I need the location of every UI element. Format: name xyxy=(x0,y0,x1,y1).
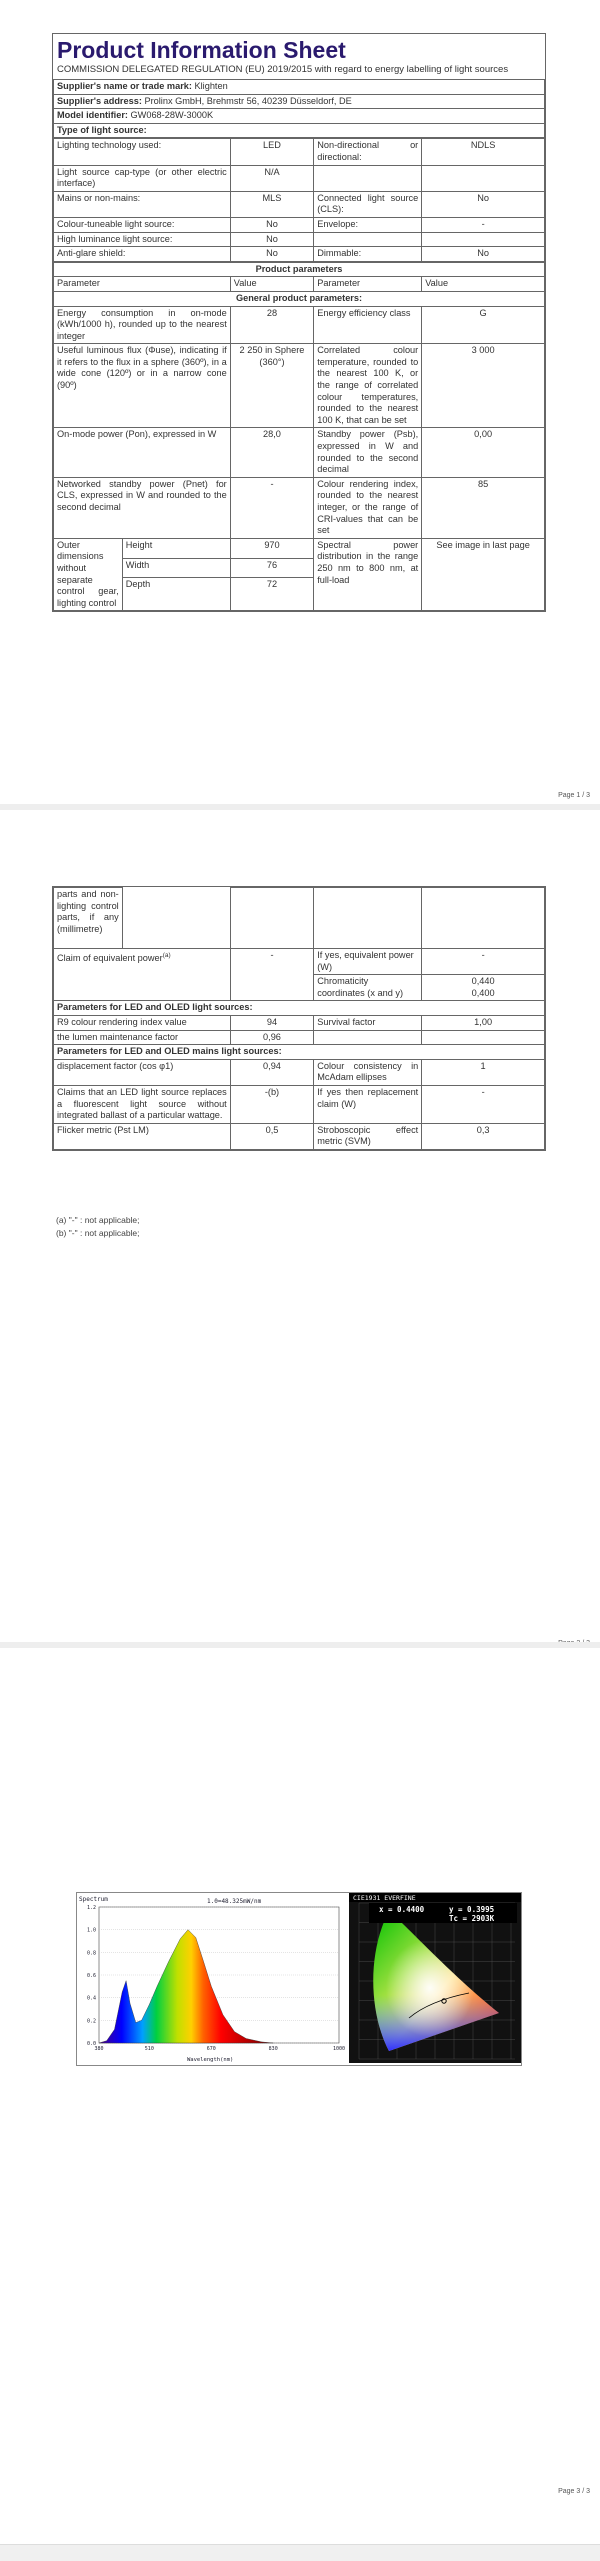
product-params-header: Product parameters xyxy=(54,262,545,277)
footnotes xyxy=(56,1214,140,1240)
param-label: Colour-tuneable light source: xyxy=(54,217,231,232)
page-2 xyxy=(0,808,600,1643)
param-value: 0,94 xyxy=(230,1059,313,1085)
param-label: R9 colour rendering index value xyxy=(54,1015,231,1030)
general_rows-row xyxy=(54,344,545,428)
param-value-2: 1,00 xyxy=(422,1015,545,1030)
spectrum-x-tick: 380 xyxy=(94,2046,104,2052)
param-value-2: No xyxy=(422,247,545,262)
param-value: 28,0 xyxy=(230,428,313,477)
param-value: - xyxy=(230,477,313,538)
param-label-2: Correlated colour temperature, rounded to the nearest 100 K, or the range of correlated colour temperatures, rounded to the nearest 100 K, that can be set xyxy=(314,344,422,428)
param-label-2 xyxy=(314,1030,422,1045)
led_rows-row xyxy=(54,1015,545,1030)
spectrum-y-tick: 0.8 xyxy=(86,1950,96,1957)
param-label-2: Stroboscopic effect metric (SVM) xyxy=(314,1123,422,1149)
param-value: N/A xyxy=(230,165,313,191)
param-value: 28 xyxy=(230,306,313,344)
param-value: 0,96 xyxy=(230,1030,313,1045)
cie-x: x = 0.4400 xyxy=(379,1905,425,1914)
product-params-table xyxy=(53,262,545,539)
param-value: No xyxy=(230,232,313,247)
cie-tc: Tc = 2903K xyxy=(449,1914,495,1923)
param-value-2: No xyxy=(422,191,545,217)
param-label: Energy consumption in on-mode (kWh/1000 h), rounded up to the nearest integer xyxy=(54,306,231,344)
page-3 xyxy=(0,1644,600,2544)
model-identifier-row: Model identifier: GW068-28W-3000K xyxy=(54,109,545,124)
param-value-2: 0,3 xyxy=(422,1123,545,1149)
param-label: Useful luminous flux (Φuse), indicating if it refers to the flux in a sphere (360º), in a wide cone (120º) or in a narrow cone (90º) xyxy=(54,344,231,428)
param-value-2: 85 xyxy=(422,477,545,538)
general_rows-row xyxy=(54,477,545,538)
info-sheet-box-2 xyxy=(52,886,546,1151)
col-parameter: Parameter xyxy=(54,277,231,292)
chromaticity-label: Chromaticity coordinates (x and y) xyxy=(314,975,422,1001)
spectrum-y-tick: 1.0 xyxy=(86,1927,96,1934)
spectrum-y-tick: 0.4 xyxy=(86,1995,96,2002)
spectrum-annotation: 1.0=48.325mW/nm xyxy=(207,1898,262,1905)
regulation-intro: COMMISSION DELEGATED REGULATION (EU) 2019/2015 with regard to energy labelling of light sources xyxy=(57,64,509,75)
type_rows-row xyxy=(54,191,545,217)
param-value-2 xyxy=(422,232,545,247)
param-label-2: Energy efficiency class xyxy=(314,306,422,344)
spectrum-x-tick: 830 xyxy=(268,2046,278,2052)
spectral-label: Spectral power distribution in the range 250 nm to 800 nm, at full-load xyxy=(314,538,422,611)
cie-y: y = 0.3995 xyxy=(449,1905,495,1914)
chromaticity-value: 0,440 0,400 xyxy=(422,975,545,1001)
dimensions-table xyxy=(53,538,545,612)
general-header: General product parameters: xyxy=(54,291,545,306)
param-value: No xyxy=(230,217,313,232)
general_rows-row xyxy=(54,306,545,344)
spectrum-ylabel: Spectrum xyxy=(79,1896,108,1903)
type-table xyxy=(53,138,545,261)
param-label-2: Envelope: xyxy=(314,217,422,232)
type_rows-row xyxy=(54,139,545,165)
spectrum-y-tick: 1.2 xyxy=(86,1905,96,1911)
param-label-2: Standby power (Psb), expressed in W and rounded to the second decimal xyxy=(314,428,422,477)
type-header: Type of light source: xyxy=(54,123,545,138)
param-value: No xyxy=(230,247,313,262)
param-label-2 xyxy=(314,165,422,191)
spectral-value: See image in last page xyxy=(422,538,545,611)
param-value-2: G xyxy=(422,306,545,344)
type_rows-row xyxy=(54,165,545,191)
general_rows-row xyxy=(54,428,545,477)
type_rows-row xyxy=(54,217,545,232)
param-value-2 xyxy=(422,165,545,191)
col-value-2: Value xyxy=(422,277,545,292)
param-value-2 xyxy=(422,1030,545,1045)
param-value-2: - xyxy=(422,1085,545,1123)
param-label: Claims that an LED light source replaces a fluorescent light source without integrated ballast of a particular wattage. xyxy=(54,1085,231,1123)
param-label: Networked standby power (Pnet) for CLS, expressed in W and rounded to the second decimal xyxy=(54,477,231,538)
param-label: On-mode power (Pon), expressed in W xyxy=(54,428,231,477)
param-label-2: Colour consistency in McAdam ellipses xyxy=(314,1059,422,1085)
width-label: Width xyxy=(122,558,230,578)
param-label-2: Non-directional or directional: xyxy=(314,139,422,165)
param-label: the lumen maintenance factor xyxy=(54,1030,231,1045)
param-value: LED xyxy=(230,139,313,165)
param-label: Lighting technology used: xyxy=(54,139,231,165)
supplier-address-row: Supplier's address: Prolinx GmbH, Brehmstr 56, 40239 Düsseldorf, DE xyxy=(54,94,545,109)
param-label-2 xyxy=(314,232,422,247)
param-label-2: If yes then replacement claim (W) xyxy=(314,1085,422,1123)
width-value: 76 xyxy=(230,558,313,578)
param-value: 94 xyxy=(230,1015,313,1030)
cie-title: CIE1931 EVERFINE xyxy=(353,1894,416,1902)
param-label: displacement factor (cos φ1) xyxy=(54,1059,231,1085)
equivalent-power-value: - xyxy=(230,949,313,1001)
footnote-b: (b) "-" : not applicable; xyxy=(56,1228,140,1238)
param-value: 2 250 in Sphere (360°) xyxy=(230,344,313,428)
param-label: Mains or non-mains: xyxy=(54,191,231,217)
dimensions-label-cont: parts and non-lighting control parts, if any (millimetre) xyxy=(54,888,123,949)
spectrum-y-tick: 0.6 xyxy=(86,1973,96,1979)
supplier-name-row: Supplier's name or trade mark: Klighten xyxy=(54,80,545,95)
mains-header: Parameters for LED and OLED mains light sources: xyxy=(54,1045,545,1060)
supplier-table xyxy=(53,79,545,138)
equivalent-power-label: Claim of equivalent power$^{(a)}$ xyxy=(54,949,231,1001)
param-value: MLS xyxy=(230,191,313,217)
param-value-2: NDLS xyxy=(422,139,545,165)
param-value-2: - xyxy=(422,217,545,232)
param-label: High luminance light source: xyxy=(54,232,231,247)
equivalent-power-w-value: - xyxy=(422,949,545,975)
led_rows-row xyxy=(54,1030,545,1045)
depth-value: 72 xyxy=(230,578,313,611)
param-label-2: Dimmable: xyxy=(314,247,422,262)
page-number-1: Page 1 / 3 xyxy=(558,792,590,799)
param-label: Anti-glare shield: xyxy=(54,247,231,262)
cie-diagram xyxy=(349,1893,521,2063)
param-value-2: 0,00 xyxy=(422,428,545,477)
height-value: 970 xyxy=(230,538,313,558)
param-value: 0,5 xyxy=(230,1123,313,1149)
spectrum-x-tick: 670 xyxy=(206,2046,216,2052)
height-label: Height xyxy=(122,538,230,558)
param-label-2: Connected light source (CLS): xyxy=(314,191,422,217)
depth-label: Depth xyxy=(122,578,230,611)
spectrum-y-tick: 0.0 xyxy=(86,2041,96,2047)
info-sheet-box xyxy=(52,33,546,612)
param-label: Flicker metric (Pst LM) xyxy=(54,1123,231,1149)
param-label-2: Colour rendering index, rounded to the nearest integer, or the range of CRI-values that can be set xyxy=(314,477,422,538)
spectrum-xlabel: Wavelength(nm) xyxy=(187,2057,234,2063)
horizontal-scrollbar[interactable] xyxy=(0,2544,600,2561)
param-label-2: Survival factor xyxy=(314,1015,422,1030)
param-value: -(b) xyxy=(230,1085,313,1123)
mains_rows-row xyxy=(54,1123,545,1149)
spectrum-x-tick: 1000 xyxy=(332,2046,346,2052)
equivalent-power-w-label: If yes, equivalent power (W) xyxy=(314,949,422,975)
type_rows-row xyxy=(54,232,545,247)
page-1 xyxy=(0,0,600,807)
page2-table xyxy=(53,948,545,1150)
param-value-2: 1 xyxy=(422,1059,545,1085)
dimensions-cont-table xyxy=(53,887,545,949)
led-header: Parameters for LED and OLED light sources: xyxy=(54,1001,545,1016)
col-parameter-2: Parameter xyxy=(314,277,422,292)
footnote-a: (a) "-" : not applicable; xyxy=(56,1215,140,1225)
spectrum-x-tick: 510 xyxy=(144,2046,154,2052)
mains_rows-row xyxy=(54,1059,545,1085)
spectrum-y-tick: 0.2 xyxy=(86,2018,96,2025)
spectrum-chart xyxy=(77,1893,347,2063)
dimensions-label: Outer dimensions without separate control gear, lighting control xyxy=(54,538,123,611)
param-label: Light source cap-type (or other electric interface) xyxy=(54,165,231,191)
page-title: Product Information Sheet xyxy=(57,37,346,63)
type_rows-row xyxy=(54,247,545,262)
col-value: Value xyxy=(230,277,313,292)
page-number-3: Page 3 / 3 xyxy=(558,2488,590,2495)
param-value-2: 3 000 xyxy=(422,344,545,428)
mains_rows-row xyxy=(54,1085,545,1123)
measurement-images xyxy=(76,1892,522,2066)
